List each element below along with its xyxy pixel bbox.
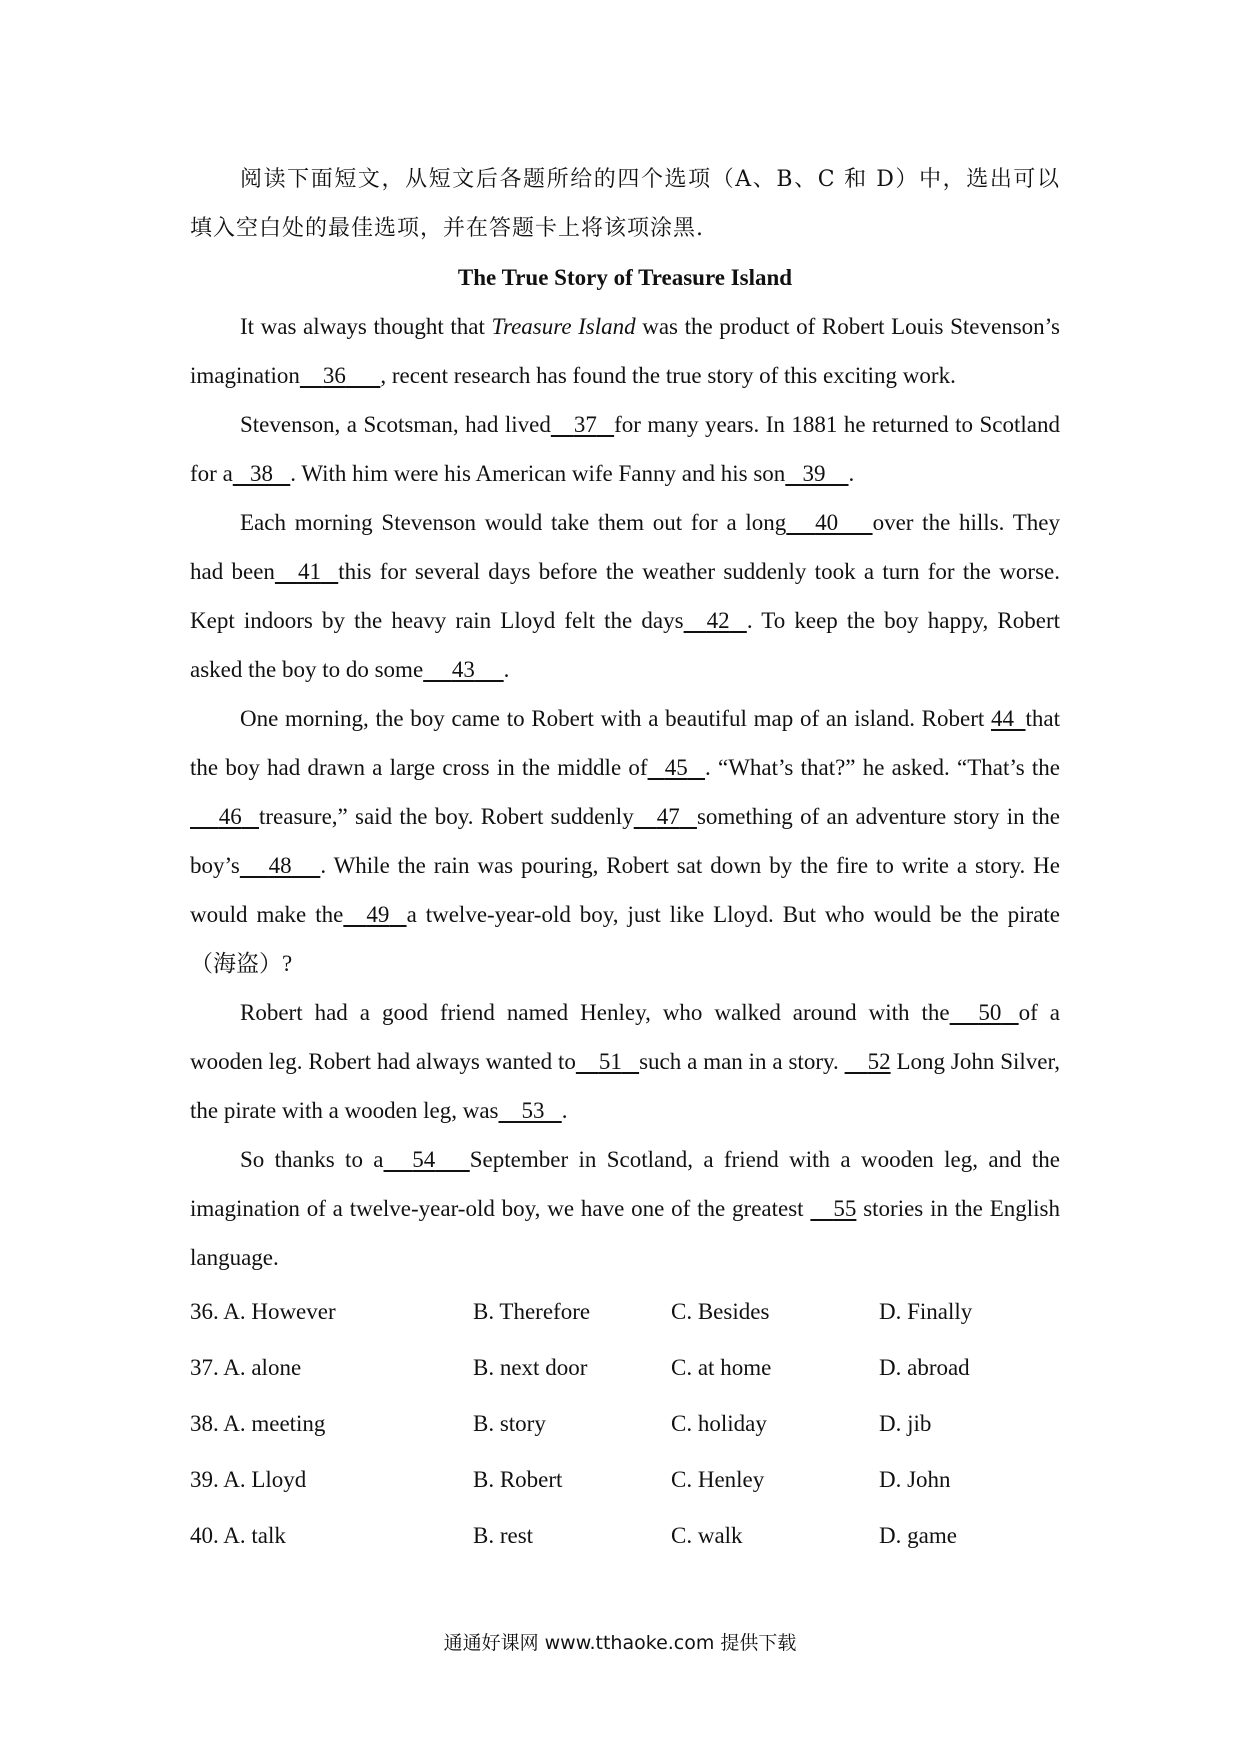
paragraph-text: stories in the English language. [190,1196,1060,1270]
paragraph-text: . [503,657,510,682]
paragraph-text: Stevenson, a Scotsman, had lived [240,412,551,437]
blank-44: 44 [991,706,1014,731]
blank-46: 46 [218,804,242,829]
paragraph-text: . [848,461,855,486]
blank-47: 47 [656,804,680,829]
option-b[interactable]: B. Robert [473,1467,563,1492]
option-d[interactable]: D. jib [879,1411,932,1436]
passage-title: The True Story of Treasure Island [457,265,793,290]
blank-45: 45 [664,755,688,780]
option-b[interactable]: B. next door [473,1355,588,1380]
answer-options [190,1284,1060,1564]
option-b[interactable]: B. rest [473,1523,534,1548]
blank-55: 55 [833,1196,857,1221]
blank-48: 48 [268,853,292,878]
blank-54: 54 [412,1147,436,1172]
passage-paragraph [190,694,1060,988]
paragraph-text: over the hills. They had been [190,510,1060,584]
paragraph-text: . With him were his American wife Fanny and his son [290,461,786,486]
passage-paragraph [190,988,1060,1135]
option-a[interactable]: 37. A. alone [190,1355,302,1380]
passage-paragraph [190,400,1060,498]
blank-49: 49 [366,902,390,927]
paragraph-text: . “What’s that?” he asked. “That’s the [705,755,1060,780]
book-title: Treasure Island [491,314,636,339]
blank-36: 36 [322,363,346,388]
option-b[interactable]: B. story [473,1411,546,1436]
paragraph-text: Robert had a good friend named Henley, who walked around with the [240,1000,950,1025]
blank-43: 43 [451,657,475,682]
question-row [190,1284,1060,1340]
option-b[interactable]: B. Therefore [473,1299,591,1324]
paragraph-text: was the product of Robert Louis Stevenson’s imagination [190,314,1060,388]
paragraph-text: September in Scotland, a friend with a wooden leg, and the imagination of a twelve-year-old boy, we have one of the greatest [190,1147,1060,1221]
paragraph-text: Long John Silver, the pirate with a wooden leg, was [190,1049,1060,1123]
option-d[interactable]: D. game [879,1523,957,1548]
option-a[interactable]: 39. A. Lloyd [190,1467,307,1492]
question-row [190,1340,1060,1396]
paragraph-text: , recent research has found the true story of this exciting work. [380,363,956,388]
blank-37: 37 [573,412,597,437]
blank-42: 42 [706,608,730,633]
paragraph-text: Each morning Stevenson would take them out for a long [240,510,787,535]
option-a[interactable]: 40. A. talk [190,1523,286,1548]
option-d[interactable]: D. abroad [879,1355,970,1380]
blank-40: 40 [815,510,839,535]
option-d[interactable]: D. John [879,1467,951,1492]
instructions: 阅读下面短文，从短文后各题所给的四个选项（A、B、C 和 D）中，选出可以填入空白处的最佳选项，并在答题卡上将该项涂黑. [190,167,1060,241]
paragraph-text: treasure,” said the boy. Robert suddenly [259,804,634,829]
option-c[interactable]: C. holiday [671,1411,767,1436]
question-row [190,1508,1060,1564]
passage-paragraph [190,498,1060,694]
option-a[interactable]: 38. A. meeting [190,1411,326,1436]
paragraph-text: . While the rain was pouring, Robert sat down by the fire to write a story. He would make the [190,853,1060,927]
paragraph-text: such a man in a story. [639,1049,845,1074]
paragraph-text: of a wooden leg. Robert had always wanted to [190,1000,1060,1074]
paragraph-text: One morning, the boy came to Robert with a beautiful map of an island. Robert [240,706,991,731]
option-c[interactable]: C. Henley [671,1467,765,1492]
option-c[interactable]: C. walk [671,1523,743,1548]
blank-52: 52 [867,1049,891,1074]
blank-39: 39 [802,461,826,486]
cloze-section [190,155,1060,1564]
page-footer: 通通好课网 www.tthaoke.com 提供下载 [443,1632,797,1654]
blank-51: 51 [598,1049,622,1074]
option-d[interactable]: D. Finally [879,1299,973,1324]
passage-paragraph [190,302,1060,400]
paragraph-text: a twelve-year-old boy, just like Lloyd. But who would be the pirate（海盗）? [190,902,1061,976]
question-row [190,1396,1060,1452]
option-c[interactable]: C. at home [671,1355,772,1380]
blank-53: 53 [521,1098,545,1123]
paragraph-text: that the boy had drawn a large cross in the middle of [190,706,1060,780]
blank-41: 41 [297,559,321,584]
option-a[interactable]: 36. A. However [190,1299,336,1324]
paragraph-text: this for several days before the weather suddenly took a turn for the worse. Kept indoors by the heavy rain Lloyd felt the days [190,559,1060,633]
paragraph-text: something of an adventure story in the boy’s [190,804,1060,878]
option-c[interactable]: C. Besides [671,1299,770,1324]
question-row [190,1452,1060,1508]
paragraph-text: It was always thought that [240,314,492,339]
blank-50: 50 [978,1000,1002,1025]
paragraph-text: . To keep the boy happy, Robert asked the boy to do some [190,608,1061,682]
blank-38: 38 [250,461,274,486]
paragraph-text: for many years. In 1881 he returned to Scotland for a [190,412,1060,486]
paragraph-text: . [561,1098,568,1123]
passage-paragraph [190,1135,1060,1282]
paragraph-text: So thanks to a [240,1147,384,1172]
